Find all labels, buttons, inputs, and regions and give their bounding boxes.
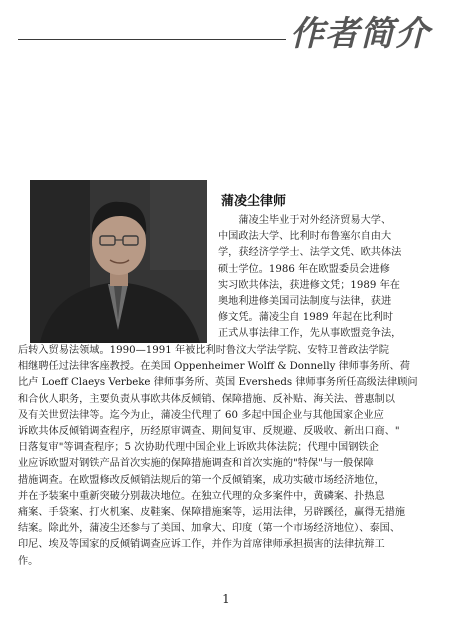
bio-paragraph-side (218, 213, 426, 343)
bio-paragraph-full (18, 343, 432, 570)
bio-line: 和合伙人职务，主要负责从事欧共体反倾销、保障措施、反补贴、海关法、普惠制以 (18, 393, 395, 405)
author-photo (30, 180, 207, 343)
bio-line: 硕士学位。1986 年在欧盟委员会进修 (218, 263, 390, 275)
bio-line: 实习欧共体法，获进修文凭；1989 年在 (218, 279, 400, 291)
bio-line: 痛案、手袋案、打火机案、皮鞋案、保障措施案等，运用法律，另辟蹊径，赢得无措施 (18, 507, 406, 519)
page-title: 作者简介 (290, 14, 430, 54)
bio-line: 正式从事法律工作，先从事欧盟竞争法， (218, 328, 402, 340)
header-rule (18, 39, 286, 40)
bio-line: 结案。除此外，蒲凌尘还参与了美国、加拿大、印度（第一个市场经济地位）、泰国、 (18, 523, 401, 535)
bio-line: 措施调查。在欧盟修改反倾销法规后的第一个反倾销案，成功实破市场经济地位， (18, 474, 385, 486)
bio-line: 蒲凌尘毕业于对外经济贸易大学、 (218, 215, 392, 226)
bio-line: 并在予装案中重新突破分别裁决地位。在独立代理的众多案件中，黄磷案、扑热息 (18, 490, 385, 502)
bio-line: 印尼、埃及等国家的反倾销调查应诉工作，并作为首席律师承担损害的法律抗辩工 (18, 539, 385, 551)
bio-line: 诉欧共体反倾销调查程序，历经原审调查、期间复审、反规避、反吸收、新出口商、" (18, 426, 400, 438)
bio-line: 后转入贸易法领域。1990—1991 年被比利时鲁汶大学法学院、安特卫普政法学院 (18, 345, 389, 356)
bio-line: 相继聘任过法律客座教授。在美国 Oppenheimer Wolff & Donnelly 律师事务所、荷 (18, 361, 410, 373)
bio-line: 修文凭。蒲凌尘自 1989 年起在比利时 (218, 312, 394, 324)
bio-line: 中国政法大学、比利时布鲁塞尔自由大 (218, 231, 392, 243)
bio-line: 业应诉欧盟对钢铁产品首次实施的保障措施调查和首次实施的"特保"与一般保障 (18, 458, 374, 470)
bio-line: 学，获经济学学士、法学文凭、欧共体法 (218, 247, 402, 259)
bio-line: 日落复审"等调查程序；5 次协助代理中国企业上诉欧共体法院；代理中国钢铁企 (18, 442, 379, 454)
bio-line: 作。 (18, 555, 39, 567)
bio-line: 及有关世贸法律等。迄今为止，蒲凌尘代理了 60 多起中国企业与其他国家企业应 (18, 409, 384, 421)
bio-line: 奥地利进修美国司法制度与法律，获进 (218, 296, 392, 308)
page-number: 1 (222, 592, 230, 606)
author-name: 蒲凌尘律师 (221, 194, 287, 209)
bio-line: 比卢 Loeff Claeys Verbeke 律师事务所、英国 Eversheds 律师事务所任高级法律顾问 (18, 377, 418, 389)
portrait-image (30, 180, 207, 343)
